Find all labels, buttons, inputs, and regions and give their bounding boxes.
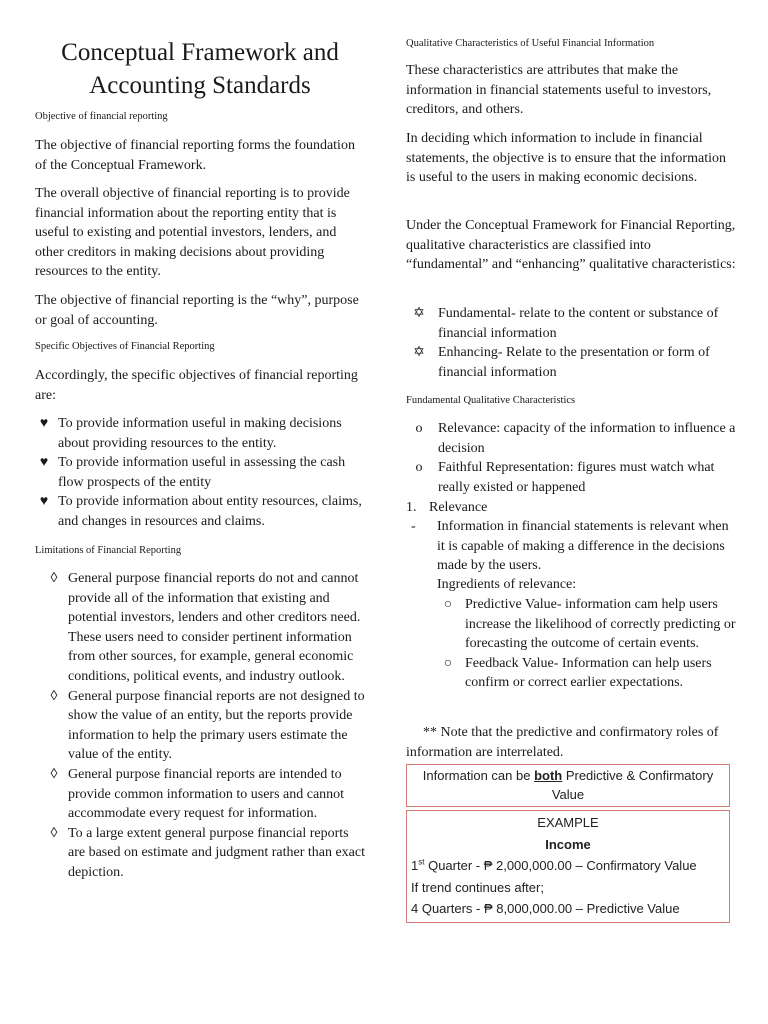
relevance-label: Relevance [429, 500, 488, 515]
trend-line: If trend continues after; [411, 879, 544, 895]
circle-bullet-icon: ○ [443, 597, 453, 612]
objective-paragraph-1: The objective of financial reporting forms the foundation of the Conceptual Framework. [35, 138, 355, 173]
limitations-heading: Limitations of Financial Reporting [35, 545, 182, 556]
four-quarters-line: 4 Quarters - ₱ 8,000,000.00 – Predictive Value [411, 901, 680, 916]
diamond-bullet-icon: ◊ [50, 688, 58, 704]
list-item: ◊ General purpose financial reports do not and cannot provide all of the information that existing and potential investors, lenders and other creditors need. These users need to consider pertinent information from other sources, for example, general economic conditions, political events, and industry outlook. [45, 569, 365, 687]
list-item: ◊ General purpose financial reports are intended to provide common information to users and cannot accommodate every request for information. [45, 765, 365, 824]
list-item: ♥ To provide information about entity resources, claims, and changes in resources and claims. [35, 492, 365, 531]
income-label: Income [545, 836, 591, 852]
list-item: ◊ General purpose financial reports are not designed to show the value of an entity, but the reports provide information to help the primary users estimate the value of the entity. [45, 687, 365, 765]
heart-bullet-icon: ♥ [39, 494, 49, 510]
list-item: ◊ To a large extent general purpose financial reports are based on estimate and judgment rather than exact depiction. [45, 824, 365, 883]
specific-intro-paragraph: Accordingly, the specific objectives of financial reporting are: [35, 368, 358, 403]
list-item: ✡ Fundamental- relate to the content or substance of financial information [406, 304, 736, 343]
specific-objectives-heading: Specific Objectives of Financial Reporting [35, 341, 215, 352]
both-value-callout: Information can be both Predictive & Confirmatory Value [406, 764, 730, 807]
example-box [406, 810, 730, 923]
both-emphasis: both [534, 768, 563, 783]
ingredients-list [437, 595, 736, 693]
qc-paragraph-3: Under the Conceptual Framework for Financial Reporting, qualitative characteristics are classified into “fundamental” and “enhancing” qualitative characteristics: [406, 218, 736, 272]
list-item: ♥ To provide information useful in assessing the cash flow prospects of the entity [35, 453, 365, 492]
relevance-number: 1. [406, 500, 417, 515]
list-item: ✡ Enhancing- Relate to the presentation or form of financial information [406, 343, 736, 382]
objective-heading: Objective of financial reporting [35, 111, 168, 122]
qc-paragraph-1: These characteristics are attributes that make the information in financial statements useful to investors, creditors, and others. [406, 63, 712, 117]
circle-o-bullet-icon: o [415, 460, 423, 476]
first-quarter-line: 1st Quarter - ₱ 2,000,000.00 – Confirmatory Value [411, 857, 697, 873]
relevance-description: Information in financial statements is relevant when it is capable of making a difference in the decisions made by the users. [437, 519, 729, 573]
limitations-list [45, 569, 365, 883]
circle-o-bullet-icon: o [415, 421, 423, 436]
diamond-bullet-icon: ◊ [50, 825, 58, 841]
list-item: ○ Feedback Value- Information can help users confirm or correct earlier expectations. [437, 654, 736, 693]
heart-bullet-icon: ♥ [39, 455, 49, 471]
classification-list [406, 304, 736, 382]
star-bullet-icon: ✡ [413, 345, 425, 361]
circle-bullet-icon: ○ [443, 655, 453, 671]
dash-bullet-icon: - [411, 519, 416, 534]
qualitative-characteristics-heading: Qualitative Characteristics of Useful Financial Information [406, 38, 655, 49]
example-label: EXAMPLE [537, 815, 599, 830]
objective-paragraph-2: The overall objective of financial reporting is to provide financial information about the reporting entity that is useful to existing and potential investors, lenders, and other creditors in making decisions about providing resources to the entity. [35, 186, 350, 279]
page-title: Conceptual Framework and Accounting Standards [61, 39, 339, 99]
diamond-bullet-icon: ◊ [50, 571, 58, 586]
note-paragraph: ** Note that the predictive and confirmatory roles of information are interrelated. [406, 725, 719, 760]
fundamental-list [406, 419, 736, 497]
specific-objectives-list [35, 414, 365, 532]
list-item: ○ Predictive Value- information cam help users increase the likelihood of correctly predicting or forecasting the outcome of certain events. [437, 595, 736, 654]
list-item: o Relevance: capacity of the information to influence a decision [406, 419, 736, 458]
fundamental-qc-heading: Fundamental Qualitative Characteristics [406, 395, 576, 406]
diamond-bullet-icon: ◊ [50, 766, 58, 782]
list-item: o Faithful Representation: figures must watch what really existed or happened [406, 458, 736, 497]
list-item: ♥ To provide information useful in making decisions about providing resources to the entity. [35, 414, 365, 453]
qc-paragraph-2: In deciding which information to include in financial statements, the objective is to ensure that the information is useful to the users in making economic decisions. [406, 131, 726, 185]
heart-bullet-icon: ♥ [39, 416, 49, 431]
ingredients-label: Ingredients of relevance: [437, 577, 577, 592]
star-bullet-icon: ✡ [413, 306, 425, 321]
objective-paragraph-3: The objective of financial reporting is the “why”, purpose or goal of accounting. [35, 293, 359, 328]
